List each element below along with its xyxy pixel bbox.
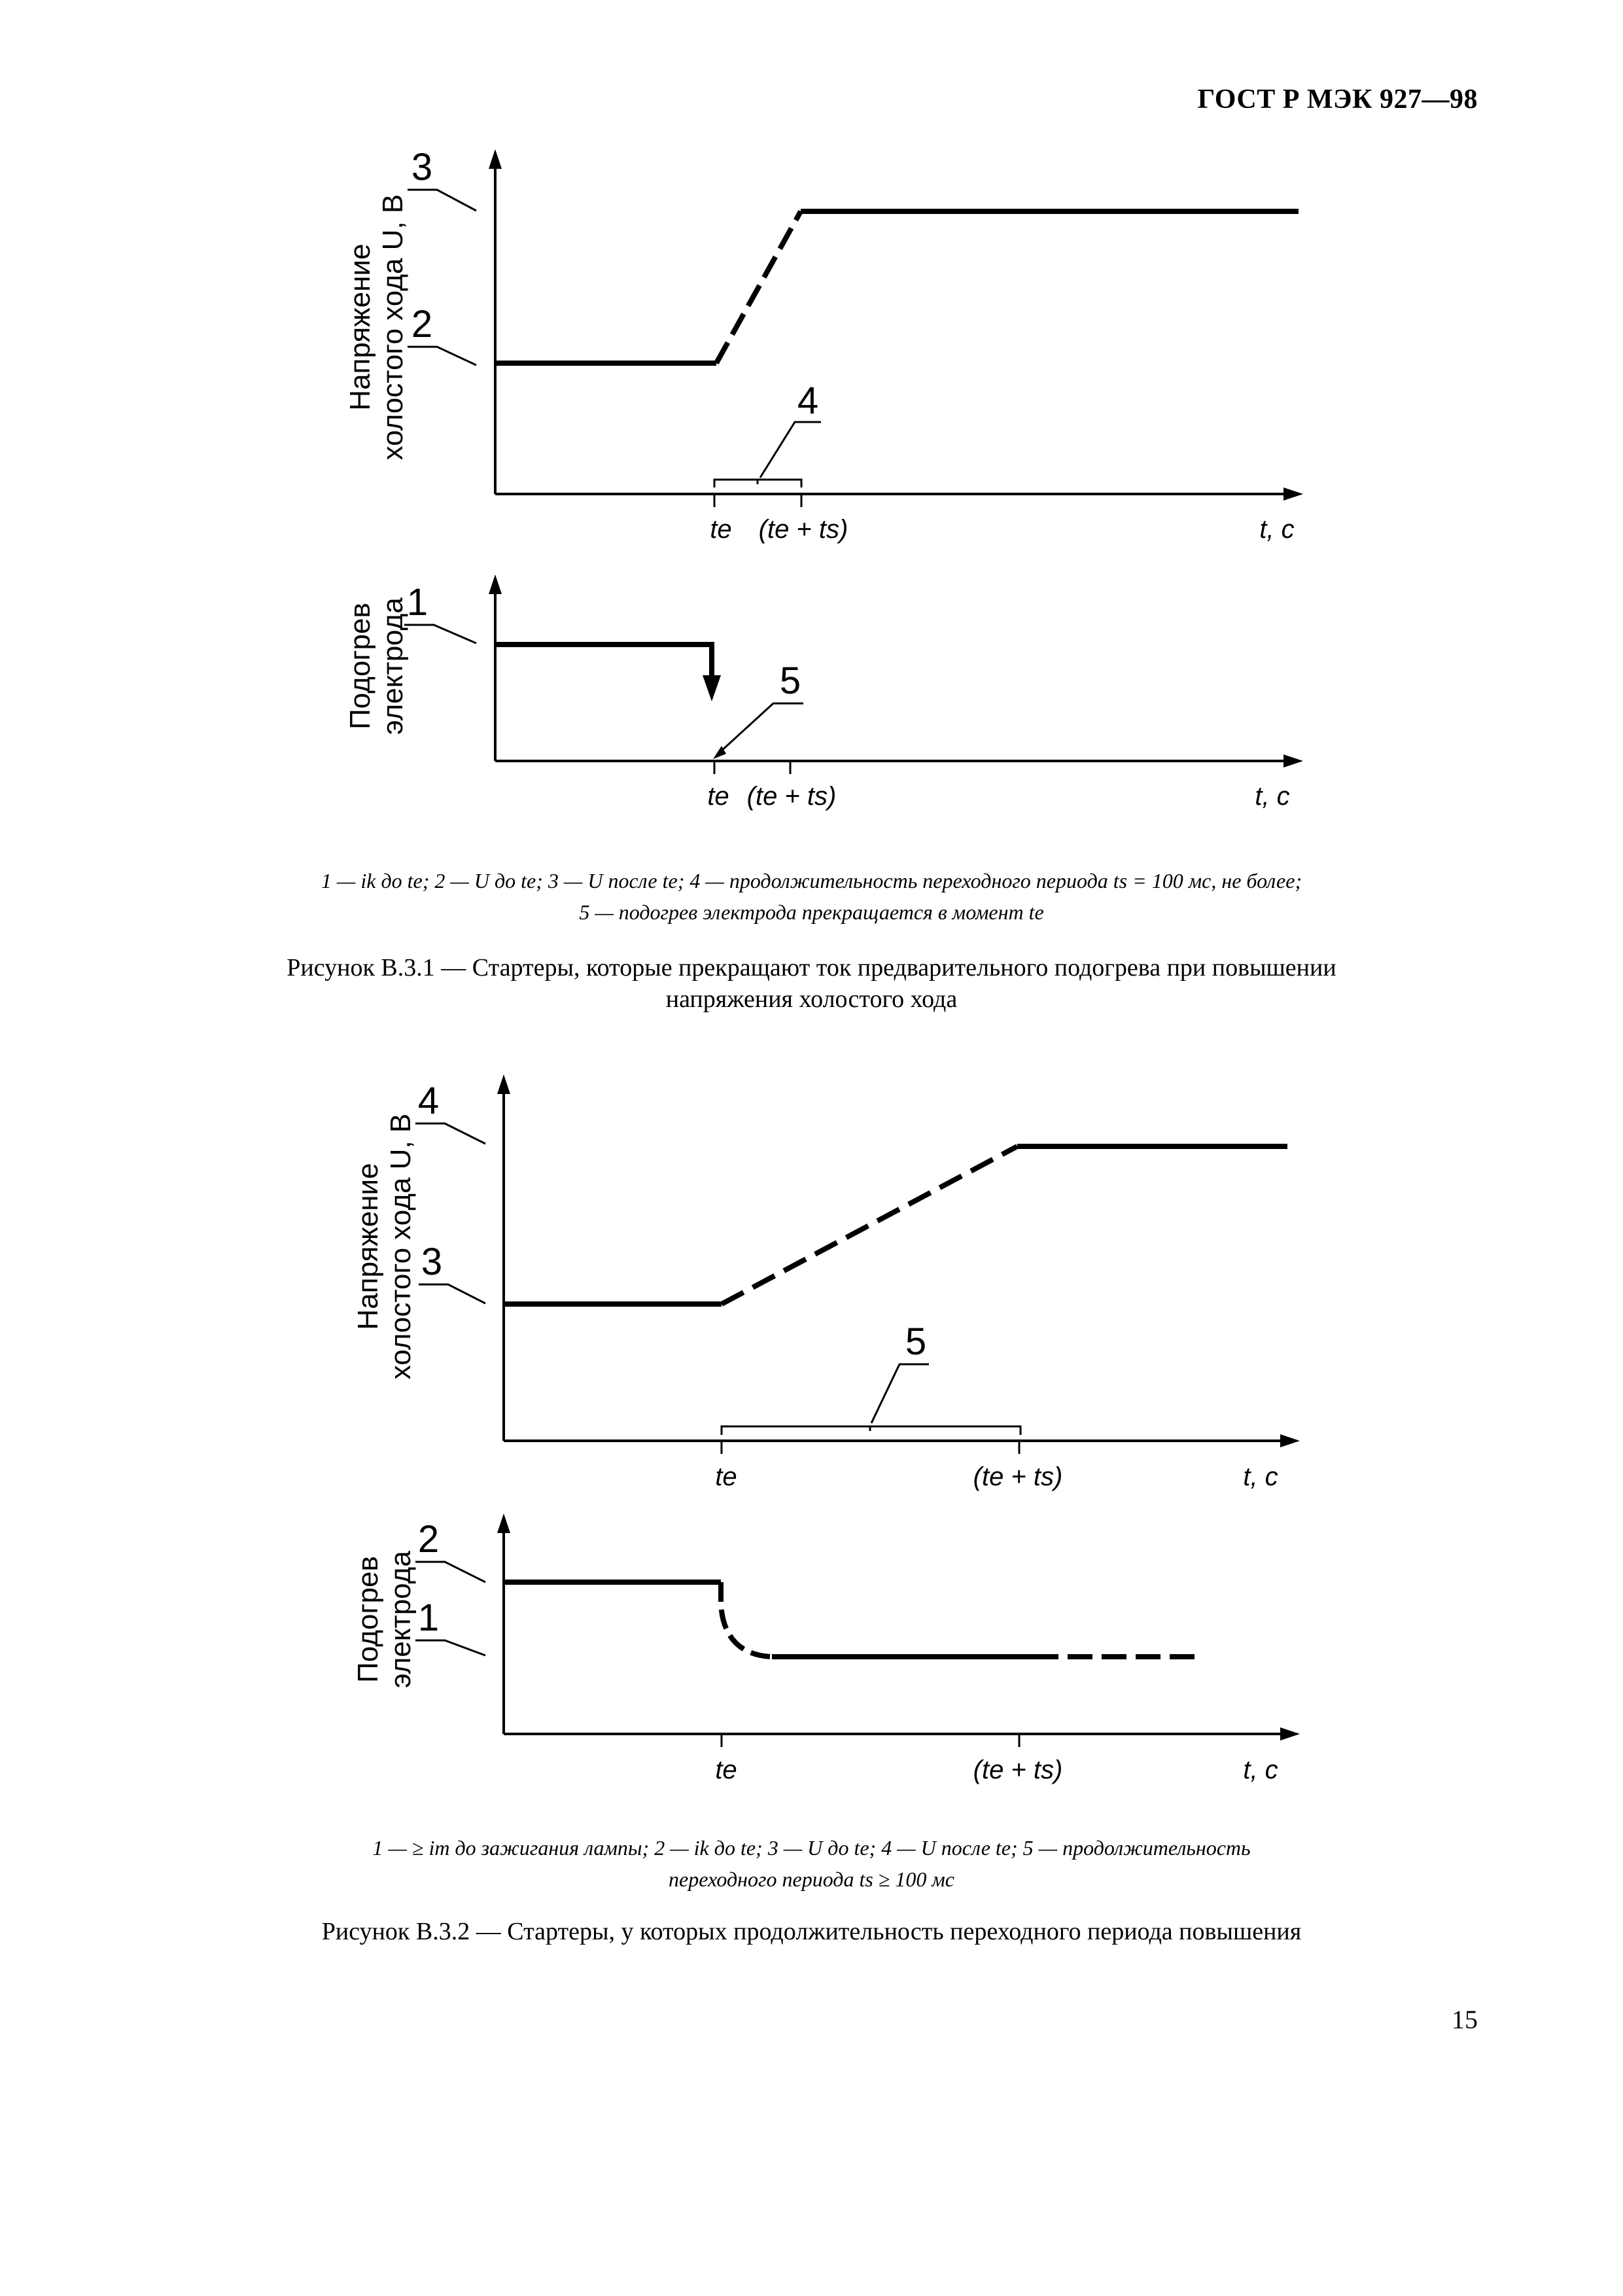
figure-1-caption bbox=[0, 952, 1623, 1015]
fig1-marker-1: 1 bbox=[406, 581, 428, 624]
fig2-leader-1 bbox=[415, 1640, 485, 1655]
fig2-top-label-te-ts: (te + ts) bbox=[973, 1462, 1063, 1491]
fig1-top-ylabel bbox=[344, 194, 409, 461]
fig2-marker-1: 1 bbox=[417, 1597, 440, 1639]
fig1-leader-3 bbox=[408, 190, 476, 211]
fig2-marker-2: 2 bbox=[417, 1518, 440, 1561]
fig1-top-label-te-ts: (te + ts) bbox=[758, 515, 848, 544]
fig1-bottom-xlabel: t, с bbox=[1255, 782, 1290, 811]
figure-1-legend bbox=[0, 865, 1623, 928]
fig2-brace bbox=[722, 1426, 1021, 1435]
svg-text:Подогрев: Подогрев bbox=[352, 1556, 384, 1683]
figure-2-legend-line-2: переходного периода ts ≥ 100 мс bbox=[668, 1867, 954, 1891]
figure-1-caption-line-1: Рисунок В.3.1 — Стартеры, которые прекращают ток предварительного подогрева при повышении bbox=[287, 954, 1336, 981]
svg-text:Подогрев: Подогрев bbox=[344, 603, 376, 730]
svg-text:электрода: электрода bbox=[385, 1551, 417, 1688]
fig1-marker-2: 2 bbox=[411, 303, 433, 345]
figure-1 bbox=[0, 131, 1623, 818]
fig2-marker-5: 5 bbox=[905, 1320, 927, 1363]
fig2-curve-transition bbox=[722, 1146, 1017, 1304]
fig1-top-y-arrow bbox=[489, 149, 502, 169]
fig2-bottom-label-te: te bbox=[715, 1756, 737, 1784]
figure-2-caption-line-1: Рисунок В.3.2 — Стартеры, у которых продолжительность переходного периода повышения bbox=[321, 1918, 1302, 1945]
figure-1-caption-line-2: напряжения холостого хода bbox=[665, 985, 958, 1013]
svg-text:Напряжение: Напряжение bbox=[344, 243, 376, 411]
svg-text:холостого хода U, В: холостого хода U, В bbox=[385, 1113, 417, 1380]
figure-2-diagram bbox=[0, 1067, 1623, 1799]
fig1-bottom-label-te: te bbox=[707, 782, 729, 811]
fig2-top-ylabel bbox=[352, 1114, 417, 1380]
fig1-bottom-x-arrow bbox=[1283, 754, 1303, 768]
fig2-bottom-label-te-ts: (te + ts) bbox=[973, 1756, 1063, 1784]
fig2-bottom-y-arrow bbox=[497, 1513, 510, 1533]
fig1-marker-3: 3 bbox=[411, 146, 433, 188]
document-id: ГОСТ Р МЭК 927—98 bbox=[1197, 84, 1478, 115]
fig2-bottom-xlabel: t, с bbox=[1243, 1756, 1278, 1784]
fig1-bottom-ylabel bbox=[344, 597, 409, 735]
fig1-top-label-te: te bbox=[710, 515, 732, 544]
fig1-leader-5 bbox=[720, 703, 803, 752]
fig2-top-axes bbox=[504, 1086, 1289, 1441]
fig2-preheat-decay bbox=[721, 1582, 772, 1657]
fig2-leader-2 bbox=[415, 1562, 485, 1582]
fig1-leader-1 bbox=[404, 625, 476, 643]
fig1-marker-5: 5 bbox=[779, 660, 801, 702]
fig2-marker-4: 4 bbox=[417, 1080, 440, 1122]
fig2-top-y-arrow bbox=[497, 1074, 510, 1094]
fig2-bottom-ylabel bbox=[352, 1551, 417, 1688]
figure-2 bbox=[0, 1067, 1623, 1799]
fig1-bottom-axes bbox=[495, 586, 1292, 761]
fig1-curve-transition bbox=[716, 211, 801, 363]
fig2-top-xlabel: t, с bbox=[1243, 1462, 1278, 1491]
page-number: 15 bbox=[1452, 2005, 1478, 2034]
fig1-preheat-arrow bbox=[703, 675, 721, 701]
figure-2-legend-line-1: 1 — ≥ im до зажигания лампы; 2 — ik до te; 3 — U до te; 4 — U после te; 5 — продолжительность bbox=[372, 1836, 1251, 1860]
fig2-bottom-x-arrow bbox=[1280, 1727, 1300, 1740]
fig2-top-x-arrow bbox=[1280, 1434, 1300, 1447]
fig1-top-xlabel: t, с bbox=[1259, 515, 1295, 544]
svg-text:Напряжение: Напряжение bbox=[352, 1163, 384, 1330]
fig2-marker-3: 3 bbox=[421, 1241, 443, 1283]
svg-text:холостого хода U, В: холостого хода U, В bbox=[377, 194, 409, 461]
svg-text:электрода: электрода bbox=[377, 597, 409, 735]
fig1-bottom-y-arrow bbox=[489, 574, 502, 594]
fig2-leader-3 bbox=[419, 1284, 485, 1303]
fig1-brace bbox=[714, 480, 801, 487]
fig1-top-x-arrow bbox=[1283, 487, 1303, 501]
fig1-leader-2 bbox=[408, 347, 476, 365]
fig1-marker-4: 4 bbox=[797, 380, 819, 422]
fig2-bottom-axes bbox=[504, 1525, 1289, 1734]
fig1-leader-4 bbox=[760, 422, 821, 478]
figure-1-diagram bbox=[0, 131, 1623, 818]
figure-2-caption bbox=[0, 1916, 1623, 1947]
fig2-leader-4 bbox=[415, 1123, 485, 1144]
fig1-bottom-label-te-ts: (te + ts) bbox=[746, 782, 837, 811]
fig2-top-label-te: te bbox=[715, 1462, 737, 1491]
figure-1-legend-line-2: 5 — подогрев электрода прекращается в момент te bbox=[579, 900, 1044, 924]
figure-2-legend bbox=[0, 1832, 1623, 1895]
figure-1-legend-line-1: 1 — ik до te; 2 — U до te; 3 — U после te; 4 — продолжительность переходного периода ts = 100 мс, не более; bbox=[321, 869, 1302, 892]
fig2-leader-5 bbox=[871, 1364, 929, 1423]
